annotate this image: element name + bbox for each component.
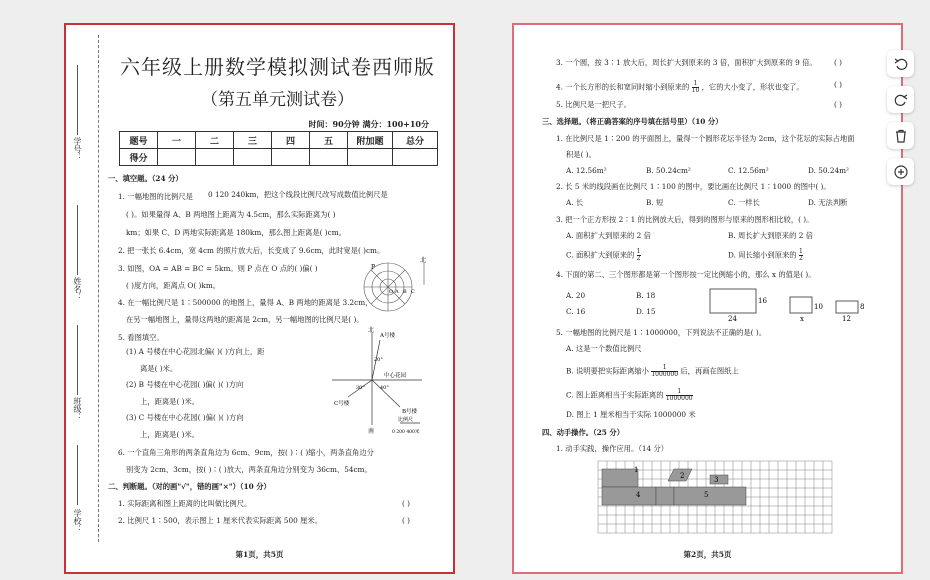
scale-label: 比例尺 [398, 417, 414, 423]
answer-blank[interactable]: ( ) [834, 80, 843, 89]
building-c-label: C号楼 [334, 401, 350, 407]
angle-30-label: 30° [356, 385, 365, 391]
question-line: ( )度方向，距离点 O( )km。 [126, 281, 221, 290]
question-line: 0 120 240km，把这个线段比例尺改写成数值比例尺是 [208, 190, 388, 199]
page-subtitle: （第五单元测试卷） [201, 90, 354, 110]
question-line: 5. 比例尺是一把尺子。 [556, 100, 631, 109]
add-page-button[interactable] [887, 158, 914, 185]
question-line: 4. 下面的第二、三个图形都是第一个图形按一定比例缩小的，那么 x 的值是( )。 [556, 270, 816, 279]
answer-blank[interactable]: ( ) [402, 499, 411, 508]
rect1-width: 24 [728, 315, 737, 323]
question-line: 2. 比例尺 1∶500，表示图上 1 厘米代表实际距离 500 厘米。 [118, 516, 322, 525]
page-toolbar [887, 50, 917, 194]
option-d[interactable]: D. 50.24m² [808, 166, 849, 175]
question-line: 4. 一个长方形的长和宽同时缩小到原来的 $\frac{1}{10}$ ，它的大小变了，形状也变了。 [556, 80, 804, 94]
question-line: 1. 动手实践，操作应用。（14 分） [556, 444, 669, 453]
rect2-height: 10 [814, 303, 823, 311]
point-p-label: P [371, 264, 376, 271]
question-line: 3. 一个圆，按 3∶1 放大后，周长扩大到原来的 3 倍，面积扩大到原来的 9 倍。 [556, 58, 817, 67]
rotate-right-button[interactable] [887, 86, 914, 113]
trash-icon [894, 129, 908, 143]
option-c[interactable]: C. 图上距离相当于实际距离的 $\frac{1}{1000000}$ [566, 388, 693, 402]
point-o-label: O [389, 289, 394, 295]
score-header-row: 题号 一 二 三 四 五 附加题 总分 [120, 132, 438, 149]
rotate-right-icon [894, 93, 908, 107]
option-a[interactable]: A. 长 [566, 198, 584, 207]
fraction-one-millionth: $\frac{1}{1000000}$ [651, 364, 679, 378]
fraction-half: $\frac{1}{2}$ [636, 248, 641, 262]
answer-blank[interactable]: ( ) [834, 100, 843, 109]
angle-40-label: 40° [380, 385, 389, 391]
question-line: ( )。如果量得 A、B 两地图上距离为 4.5cm，那么实际距离为( ) [126, 210, 336, 219]
question-line: 1. 在比例尺是 1∶200 的平面图上，量得一个圆形花坛半径为 2cm，这个花坛的实际占地面 [556, 134, 855, 143]
question-line: 3. 把一个正方形按 2∶1 的比例放大后，得到的图形与原来的图形相比较，( )。 [556, 215, 814, 224]
question-line: 2. 把一张长 6.4cm，宽 4cm 的照片放大后，长变成了 9.6cm，此时宽是( )cm。 [118, 246, 385, 255]
scale-values: 0 200 400米 [392, 430, 420, 435]
exam-meta: 时间：90分钟 满分：100+10分 [308, 119, 429, 129]
question-line: 6. 一个直角三角形的两条直角边为 6cm、9cm，按( )∶( )缩小，两条直角边分 [118, 448, 374, 457]
question-line: 上，距离是( )米。 [140, 397, 200, 406]
section-heading: 四、动手操作。（25 分） [542, 428, 625, 437]
question-line: 离是( )米。 [140, 364, 178, 373]
point-b-label: B [403, 289, 407, 295]
page-title: 六年级上册数学模拟测试卷西师版 [120, 55, 435, 79]
question-line: km；如果 C、D 两地实际距离是 180km，那么图上距离是( )cm。 [126, 228, 346, 237]
rectangles-figure [706, 287, 866, 325]
option-d[interactable]: D. 无法判断 [808, 198, 848, 207]
question-line: 别变为 2cm、3cm，按( )∶( )放大，两条直角边分别变为 36cm、54cm。 [126, 465, 372, 474]
building-a-label: A号楼 [380, 333, 395, 339]
delete-page-button[interactable] [887, 122, 914, 149]
map-south-label: 南 [368, 428, 375, 435]
answer-blank[interactable]: ( ) [834, 58, 843, 67]
question-line: 在另一幅地图上，量得这两地的距离是 2cm，另一幅地图的比例尺是( )。 [126, 315, 364, 324]
question-line: 积是( )。 [566, 150, 596, 159]
fold-line [98, 35, 99, 542]
option-d[interactable]: D. 周长缩小到原来的 $\frac{1}{2}$ [728, 248, 803, 262]
answer-blank[interactable]: ( ) [402, 516, 411, 525]
question-line: 5. 一幅地图的比例尺是 1∶1000000，下列说法不正确的是( )。 [556, 328, 766, 337]
grid-figure [594, 459, 834, 531]
shape-5-label: 5 [704, 491, 709, 499]
student-id-label: 学号： [73, 137, 82, 161]
question-line: 上，距离是( )米。 [140, 430, 200, 439]
option-c[interactable]: C. 面积扩大到原来的 $\frac{1}{2}$ [566, 248, 641, 262]
polar-grid-figure [358, 257, 430, 317]
question-line: 3. 如图，OA = AB = BC = 5km。则 P 点在 O 点的( )偏( ) [118, 264, 318, 273]
option-d[interactable]: D. 图上 1 厘米相当于实际 1000000 米 [566, 410, 696, 419]
section-heading: 二、判断题。（对的画"√"，错的画"×"）（10 分） [108, 482, 271, 491]
fraction-half: $\frac{1}{2}$ [798, 248, 803, 262]
score-value-row: 得分 [120, 149, 438, 166]
school-label: 学校： [73, 509, 82, 533]
rect2-width: x [800, 315, 804, 323]
binding-margin [66, 25, 104, 572]
question-line: 5. 看图填空。 [118, 333, 164, 342]
option-b[interactable]: B. 18 [636, 291, 656, 300]
option-b[interactable]: B. 50.24cm² [646, 166, 691, 175]
option-a[interactable]: A. 20 [566, 291, 586, 300]
rect1-height: 16 [758, 297, 767, 305]
option-a[interactable]: A. 面积扩大到原来的 2 倍 [566, 231, 651, 240]
page-footer: 第2页，共5页 [683, 550, 732, 559]
option-d[interactable]: D. 15 [636, 307, 656, 316]
page-footer: 第1页，共5页 [235, 550, 284, 559]
shape-1-label: 1 [634, 466, 639, 474]
plus-icon [894, 165, 908, 179]
option-a[interactable]: A. 这是一个数值比例尺 [566, 344, 642, 353]
shape-3-label: 3 [714, 476, 719, 484]
fraction-one-millionth: $\frac{1}{1000000}$ [665, 388, 693, 402]
option-c[interactable]: C. 16 [566, 307, 586, 316]
rotate-left-icon [894, 57, 908, 71]
section-heading: 一、填空题。（24 分） [108, 174, 183, 183]
option-b[interactable]: B. 短 [646, 198, 664, 207]
north-label: 北 [420, 257, 427, 264]
class-label: 班级： [73, 397, 82, 421]
angle-20-label: 20° [374, 357, 383, 363]
question-line: (3) C 号楼在中心花园( )偏( )( )方向 [126, 413, 244, 422]
option-b[interactable]: B. 周长扩大到原来的 2 倍 [728, 231, 813, 240]
rect3-width: 12 [842, 315, 851, 323]
center-garden-label: 中心花园 [384, 373, 407, 379]
option-c[interactable]: C. 12.56m² [728, 166, 769, 175]
section-heading: 三、选择题。（将正确答案的序号填在括号里）（10 分） [542, 117, 723, 126]
building-b-label: B号楼 [402, 409, 418, 415]
point-a-label: A [395, 289, 399, 295]
point-c-label: C [411, 289, 415, 295]
page-1[interactable] [64, 23, 455, 574]
option-b[interactable]: B. 说明要把实际距离缩小 $\frac{1}{1000000}$ 后，再画在图纸上 [566, 364, 739, 378]
map-figure [332, 325, 432, 435]
question-line: 4. 在一幅比例尺是 1∶500000 的地图上，量得 A、B 两地的距离是 3.2cm， [118, 298, 373, 307]
question-line: (1) A 号楼在中心花园北偏( )( )方向上，距 [126, 347, 265, 356]
map-north-label: 北 [368, 327, 375, 334]
fraction-one-tenth: $\frac{1}{10}$ [691, 80, 700, 94]
shape-4-label: 4 [636, 491, 641, 499]
page-2[interactable] [512, 23, 903, 574]
rect3-height: 8 [860, 303, 865, 311]
shape-2-label: 2 [680, 472, 685, 480]
rotate-left-button[interactable] [887, 50, 914, 77]
question-line: 1. 一幅地图的比例尺是 [118, 192, 193, 201]
question-line: 1. 实际距离和图上距离的比叫做比例尺。 [118, 499, 252, 508]
score-table [119, 131, 438, 166]
option-a[interactable]: A. 12.56m² [566, 166, 607, 175]
question-line: 2. 长 5 米的线段画在比例尺 1∶100 的图中，要比画在比例尺 1∶1000 的图中( )。 [556, 182, 831, 191]
question-line: (2) B 号楼在中心花园( )偏( )( )方向 [126, 380, 244, 389]
name-label: 姓名： [73, 277, 82, 301]
option-c[interactable]: C. 一样长 [728, 198, 760, 207]
